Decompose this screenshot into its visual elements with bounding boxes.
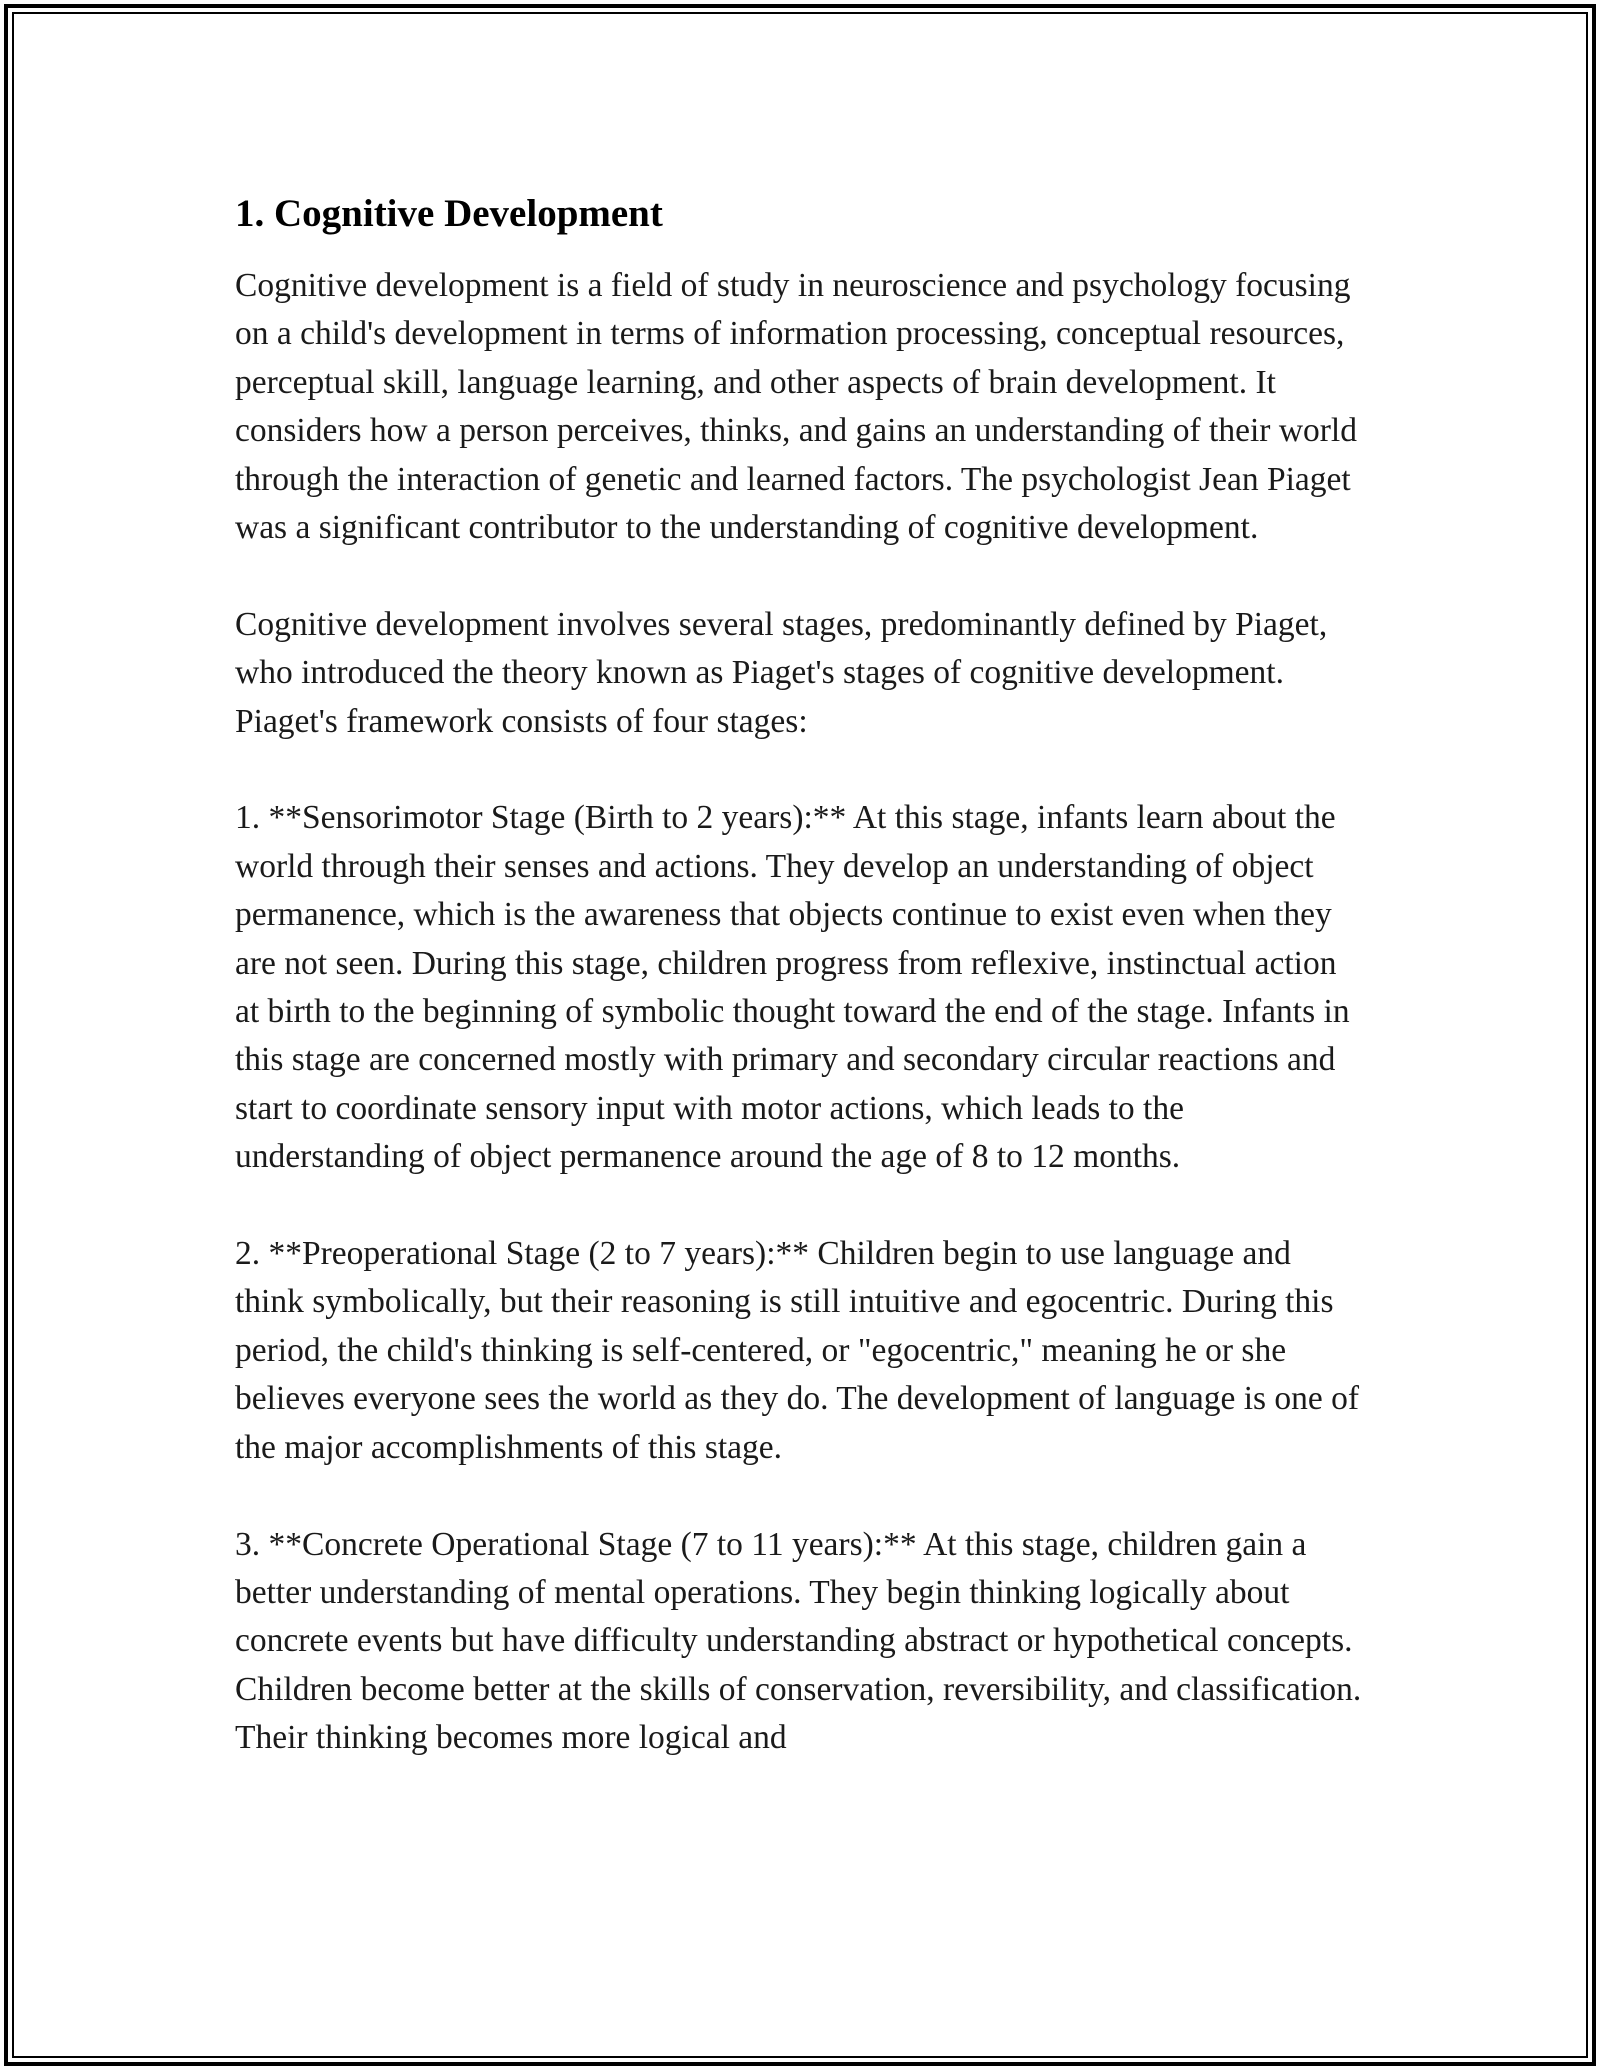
paragraph-preoperational-stage: 2. **Preoperational Stage (2 to 7 years):** Children begin to use language and think symbolically, but their reasoning is still intuitive and egocentric. During this period, the child's thinking is self-centered, or "egocentric," meaning he or she believes everyone sees the world as they do. The development of language is one of the major accomplishments of this stage.	[235, 1235, 1360, 1466]
paragraph-stages-overview: Cognitive development involves several stages, predominantly defined by Piaget, who introduced the theory known as Piaget's stages of cognitive development. Piaget's framework consists of four stages:	[235, 605, 1328, 740]
document-body	[235, 188, 1365, 1811]
paragraph-concrete-operational-stage: 3. **Concrete Operational Stage (7 to 11 years):** At this stage, children gain a better understanding of mental operations. They begin thinking logically about concrete events but have difficulty understanding abstract or hypothetical concepts. Children become better at the skills of conservation, reversibility, and classification. Their thinking becomes more logical and	[235, 1525, 1362, 1757]
paragraph-intro: Cognitive development is a field of study in neuroscience and psychology focusing on a child's development in terms of information processing, conceptual resources, perceptual skill, language learning, and other aspects of brain development. It considers how a person perceives, thinks, and gains an understanding of their world through the interaction of genetic and learned factors. The psychologist Jean Piaget was a significant contributor to the understanding of cognitive development.	[235, 267, 1357, 547]
paragraph-sensorimotor-stage: 1. **Sensorimotor Stage (Birth to 2 years):** At this stage, infants learn about the world through their senses and actions. They develop an understanding of object permanence, which is the awareness that objects continue to exist even when they are not seen. During this stage, children progress from reflexive, instinctual action at birth to the beginning of symbolic thought toward the end of the stage. Infants in this stage are concerned mostly with primary and secondary circular reactions and start to coordinate sensory input with motor actions, which leads to the understanding of object permanence around the age of 8 to 12 months.	[235, 799, 1350, 1176]
section-heading: 1. Cognitive Development	[235, 192, 663, 235]
